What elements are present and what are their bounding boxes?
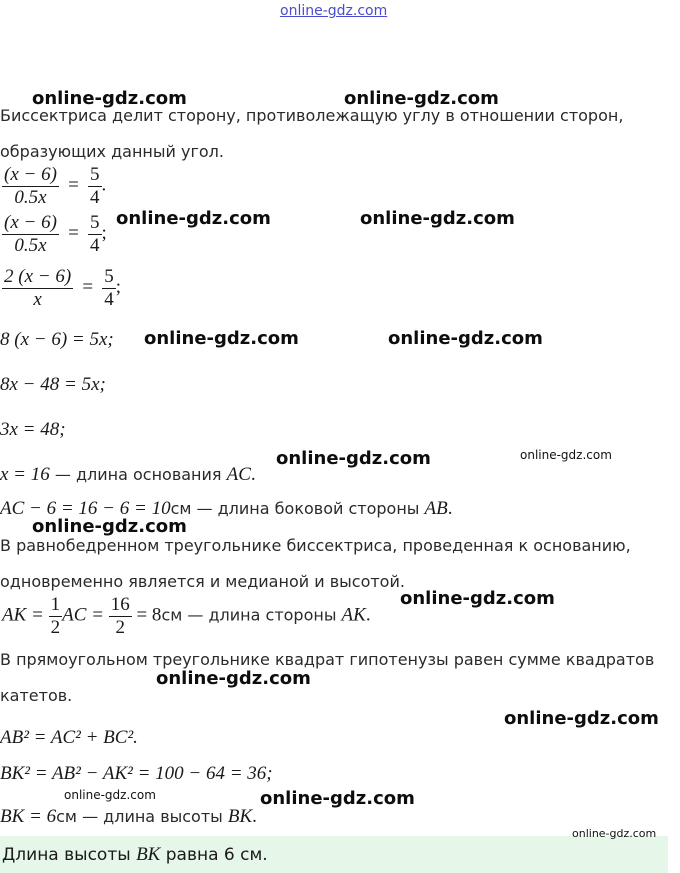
math-expression: x = 16 — [0, 464, 50, 485]
answer-text — [2, 844, 268, 866]
watermark: online-gdz.com — [360, 208, 515, 229]
math-expression: BK = 6 — [0, 806, 57, 827]
punctuation: ; — [115, 276, 122, 298]
equation-1 — [2, 164, 106, 209]
rule-text-1a: Биссектриса делит сторону, противолежащую углу в отношении сторон, — [0, 106, 624, 125]
fraction-denominator: 4 — [90, 187, 100, 208]
equation-4: 8 (x − 6) = 5x; — [0, 329, 114, 350]
equation-11: BK² = AB² − AK² = 100 − 64 = 36; — [0, 763, 273, 784]
equation-6: 3x = 48; — [0, 419, 66, 440]
punctuation: ; — [101, 222, 107, 244]
fraction-rhs — [88, 212, 102, 257]
watermark: online-gdz.com — [504, 708, 659, 729]
fraction-16-over-2 — [109, 594, 132, 639]
equals-sign: = — [63, 222, 84, 244]
equation-2 — [2, 212, 107, 257]
rule-text-2b: одновременно является и медианой и высотой. — [0, 572, 405, 591]
math-expression: AC = — [62, 604, 109, 626]
equation-5: 8x − 48 = 5x; — [0, 374, 106, 395]
watermark: online-gdz.com — [520, 448, 612, 462]
explanation-text: — длина основания — [49, 465, 227, 484]
equals-sign: = — [77, 276, 98, 298]
watermark: online-gdz.com — [388, 328, 543, 349]
rule-text-3b: катетов. — [0, 686, 73, 705]
punctuation: . — [250, 464, 256, 485]
equation-3 — [2, 266, 121, 311]
punctuation: . — [252, 806, 257, 827]
fraction-numerator: 1 — [50, 594, 61, 615]
fraction-numerator: 5 — [90, 212, 100, 233]
watermark: online-gdz.com — [276, 448, 431, 469]
punctuation: . — [447, 498, 453, 519]
watermark: online-gdz.com — [156, 668, 311, 689]
answer-box — [0, 836, 668, 873]
punctuation: . — [365, 604, 371, 626]
watermark: online-gdz.com — [32, 88, 187, 109]
fraction-denominator: 2 — [50, 617, 61, 638]
fraction-rhs — [102, 266, 116, 311]
math-expression: = 8 — [131, 604, 162, 626]
equation-7 — [0, 464, 256, 486]
watermark: online-gdz.com — [344, 88, 499, 109]
watermark: online-gdz.com — [144, 328, 299, 349]
fraction-denominator: 4 — [104, 289, 114, 310]
fraction-denominator: 0.5x — [14, 187, 47, 208]
watermark: online-gdz.com — [260, 788, 415, 809]
explanation-text: см — длина боковой стороны — [170, 499, 425, 518]
fraction-lhs — [2, 164, 59, 209]
equation-9 — [2, 594, 371, 639]
punctuation: . — [101, 174, 107, 196]
answer-prefix: Длина высоты — [2, 845, 137, 865]
equals-sign: = — [63, 174, 84, 196]
watermark: online-gdz.com — [32, 516, 187, 537]
math-variable: BK — [227, 806, 253, 827]
watermark: online-gdz.com — [64, 788, 156, 802]
math-variable: AB — [424, 498, 448, 519]
answer-variable: BK — [136, 844, 161, 865]
fraction-denominator: 0.5x — [14, 235, 47, 256]
fraction-numerator: 5 — [90, 164, 100, 185]
answer-suffix: равна 6 см. — [160, 845, 268, 865]
fraction-numerator: 5 — [104, 266, 114, 287]
fraction-denominator: 2 — [115, 617, 125, 638]
fraction-denominator: x — [33, 289, 42, 310]
rule-text-1b: образующих данный угол. — [0, 142, 224, 161]
watermark: online-gdz.com — [572, 827, 657, 840]
rule-text-2a: В равнобедренном треугольнике биссектриса, проведенная к основанию, — [0, 536, 631, 555]
math-variable: AC — [226, 464, 251, 485]
fraction-rhs — [88, 164, 102, 209]
watermark: online-gdz.com — [400, 588, 555, 609]
fraction-lhs — [2, 266, 73, 311]
fraction-lhs — [2, 212, 59, 257]
fraction-numerator: 16 — [110, 594, 130, 615]
equation-12 — [0, 806, 257, 828]
fraction-denominator: 4 — [90, 235, 100, 256]
math-expression: AK = — [2, 604, 49, 626]
equation-10: AB² = AC² + BC². — [0, 727, 138, 748]
explanation-text: см — длина стороны — [161, 605, 342, 625]
explanation-text: см — длина высоты — [56, 807, 228, 826]
fraction-half — [49, 594, 63, 639]
fraction-numerator: 2 (x − 6) — [4, 266, 72, 287]
fraction-numerator: (x − 6) — [4, 212, 57, 233]
watermark: online-gdz.com — [116, 208, 271, 229]
site-link[interactable]: online-gdz.com — [280, 3, 388, 19]
fraction-numerator: (x − 6) — [4, 164, 57, 185]
math-variable: AK — [341, 604, 366, 626]
math-expression: AC − 6 = 16 − 6 = 10 — [0, 498, 171, 519]
rule-text-3a: В прямоугольном треугольнике квадрат гипотенузы равен сумме квадратов — [0, 650, 655, 669]
